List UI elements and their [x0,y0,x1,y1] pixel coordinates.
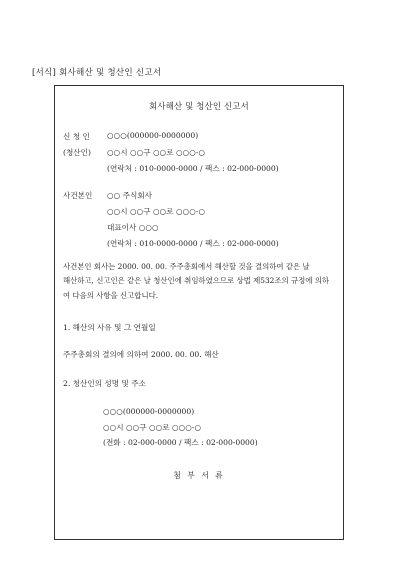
applicant-address: ○○시 ○○구 ○○로 ○○○-○ [107,148,206,157]
body-paragraph [63,260,339,303]
body-line: 사건본인 회사는 2000. 00. 00. 주주총회에서 해산할 것을 결의하여 같은 날 [63,262,310,271]
section1-heading: 1. 해산의 사유 및 그 연월일 [63,323,156,332]
section2-contact: (전화 : 02-000-0000 / 팩스 : 02-000-0000) [103,438,258,447]
applicant-name: ○○○(000000-0000000) [107,131,199,140]
section2-address: ○○시 ○○구 ○○로 ○○○-○ [103,423,202,432]
body-line: 여 다음의 사항을 신고합니다. [63,290,159,300]
applicant-sublabel: (청산인) [63,148,91,157]
document-frame [54,85,344,540]
applicant-label: 신 청 인 [63,132,90,141]
document-title: 회사해산 및 청산인 신고서 [149,101,249,111]
attachments-heading: 첨 부 서 류 [173,471,225,480]
section2-name: ○○○(000000-0000000) [103,407,195,416]
principal-address: ○○시 ○○구 ○○로 ○○○-○ [107,207,206,216]
applicant-contact: (연락처 : 010-0000-0000 / 팩스 : 02-000-0000) [107,164,279,173]
form-label: [서식] 회사해산 및 청산인 신고서 [32,68,162,78]
principal-representative: 대표이사 ○○○ [107,223,159,232]
body-line: 해산하고, 신고인은 같은 날 청산인에 취임하였으므로 상법 제532조의 규정에 의하 [63,276,330,286]
section1-content: 주주총회의 결의에 의하여 2000. 00. 00. 해산 [63,350,219,359]
principal-label: 사건본인 [63,191,93,200]
principal-contact: (연락처 : 010-0000-0000 / 팩스 : 02-000-0000) [107,239,279,248]
principal-company: ○○ 주식회사 [107,191,153,200]
section2-heading: 2. 청산인의 성명 및 주소 [63,379,146,388]
